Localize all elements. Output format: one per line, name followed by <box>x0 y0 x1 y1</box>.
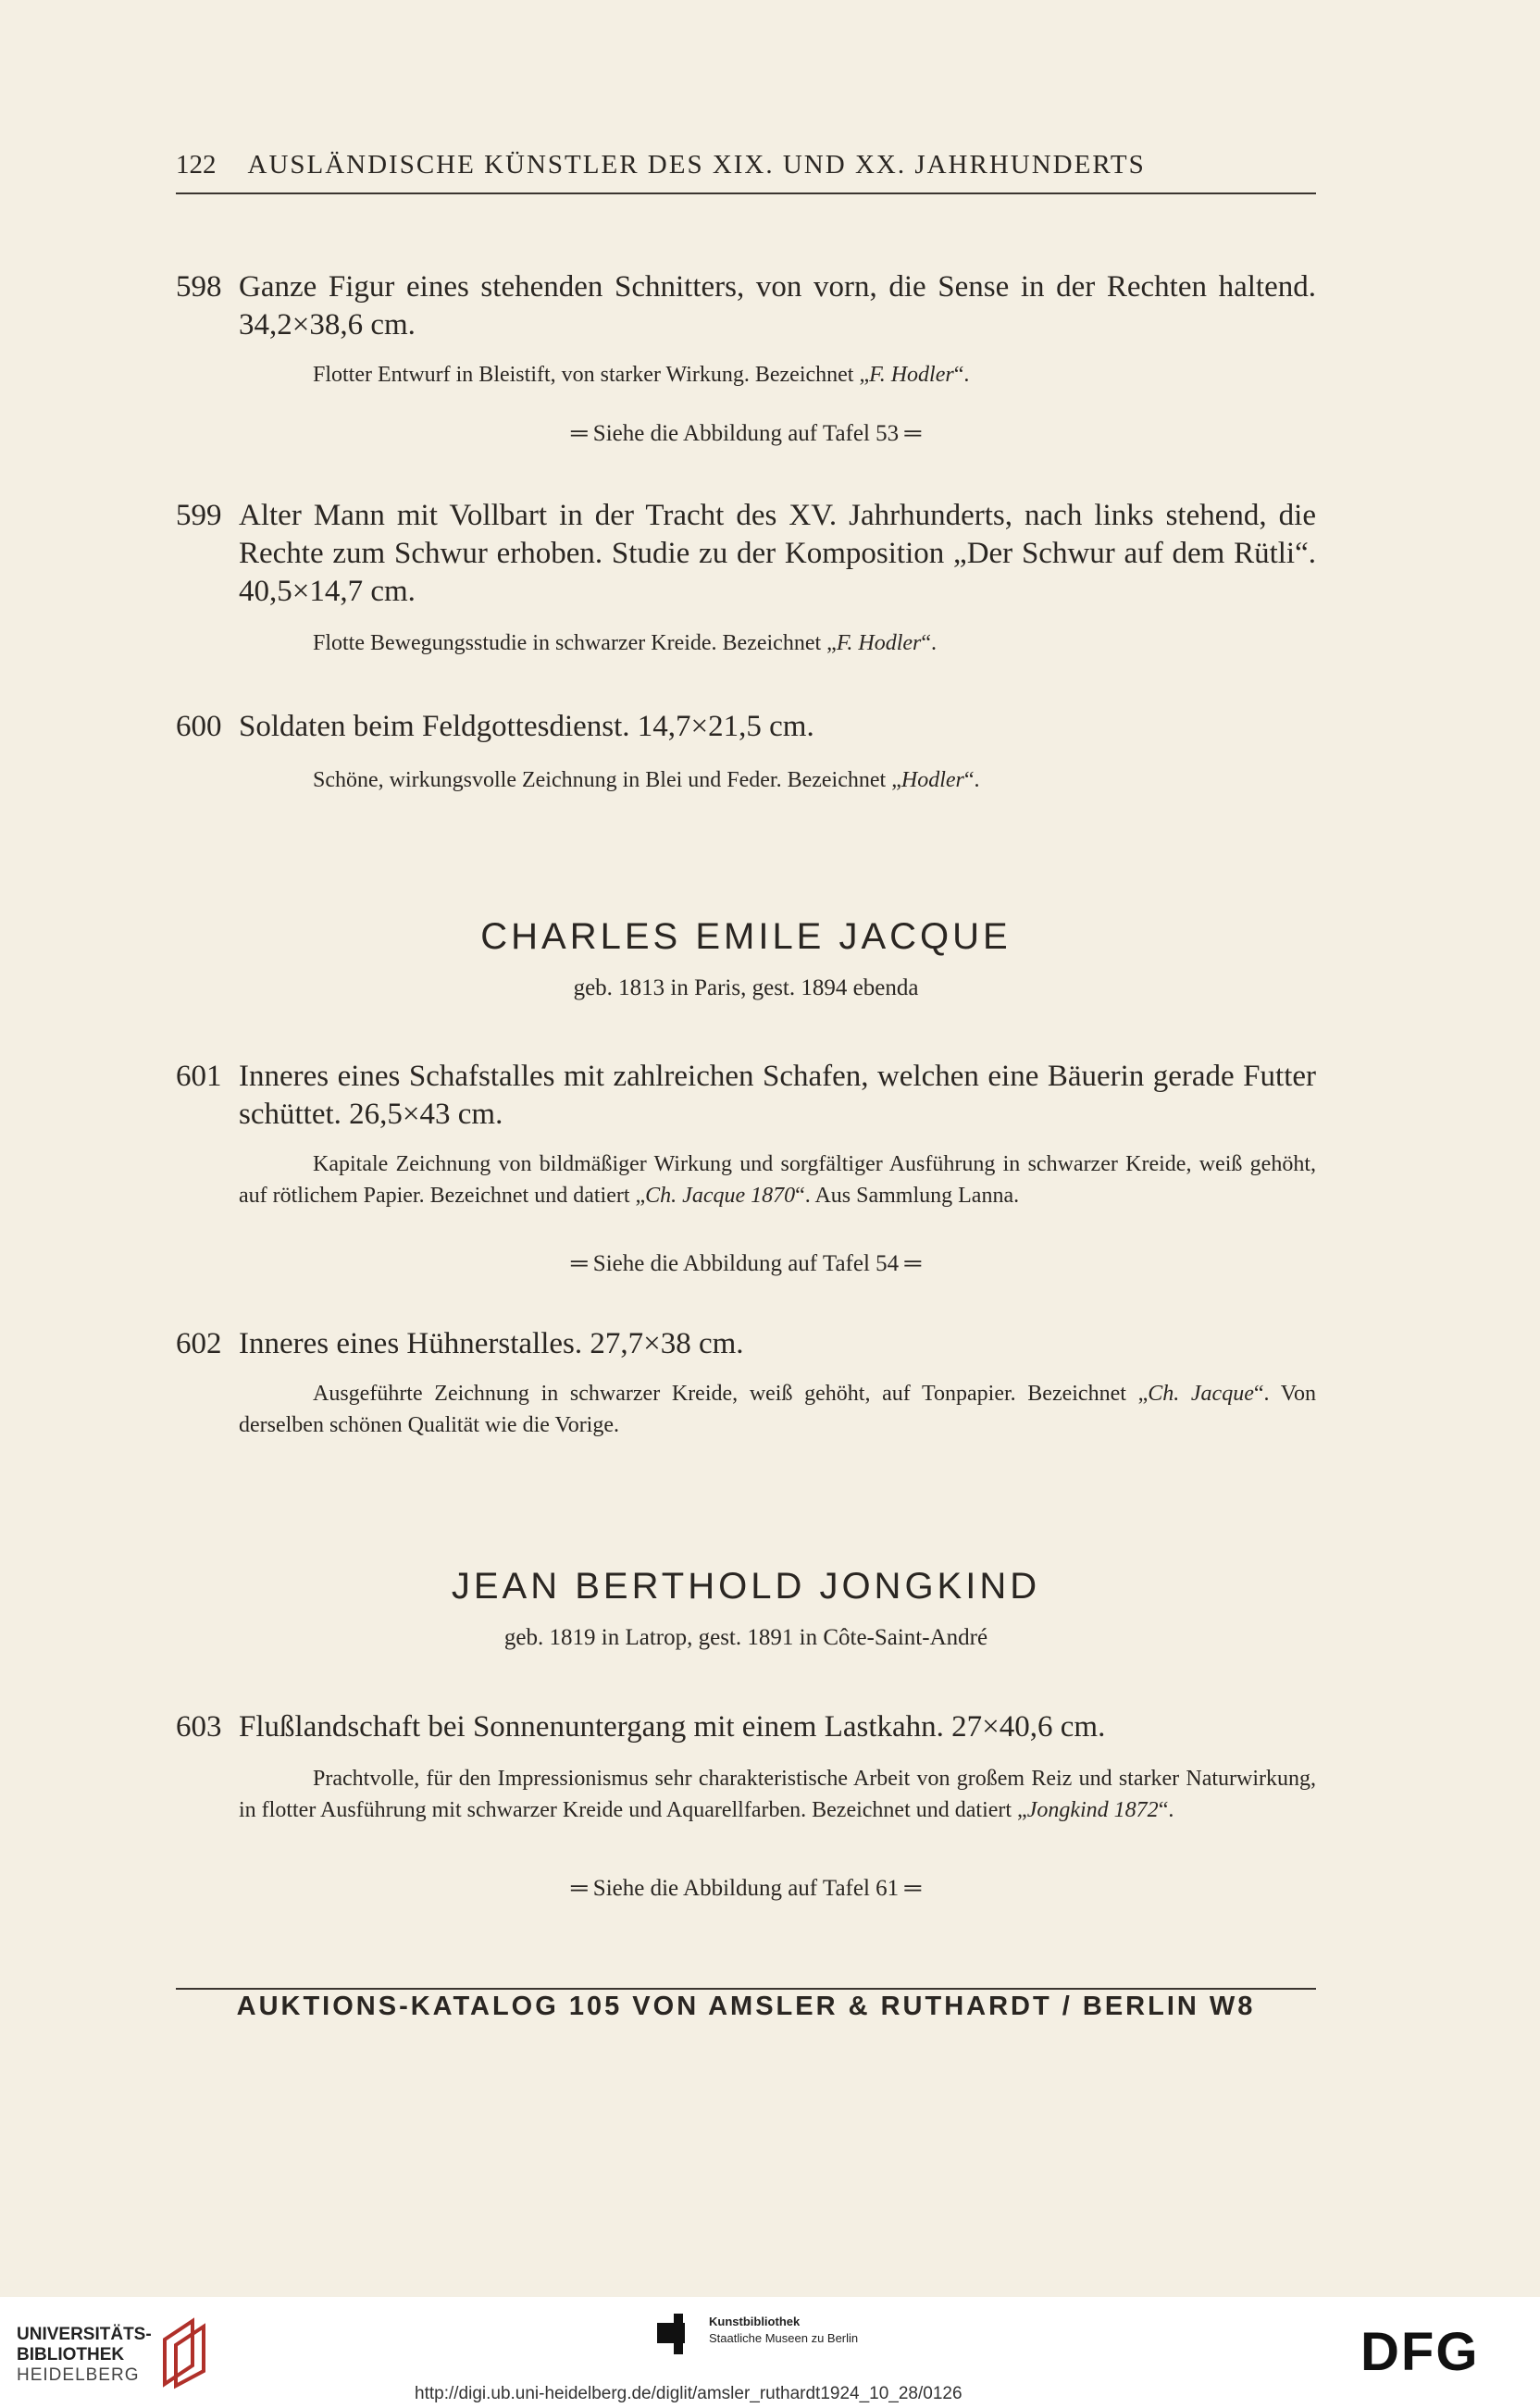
lot-600 <box>176 708 1316 796</box>
lot-number: 603 <box>176 1710 222 1744</box>
lot-description: Schöne, wirkungsvolle Zeichnung in Blei und Feder. Bezeichnet „Hodler“. <box>313 768 980 792</box>
artist-heading: JEAN BERTHOLD JONGKIND <box>451 1566 1041 1607</box>
page-number: 122 <box>176 150 217 180</box>
digitization-bar <box>0 2297 1540 2408</box>
catalog-footer: AUKTIONS-KATALOG 105 VON AMSLER & RUTHARDT / BERLIN W8 <box>236 1992 1256 2021</box>
header-rule <box>176 192 1316 194</box>
lot-601 <box>176 1058 1316 1211</box>
signature: F. Hodler <box>836 631 922 655</box>
lot-description: Prachtvolle, für den Impressionismus sehr charakteristische Arbeit von großem Reiz und starker Naturwirkung, in flotter Ausführung mit schwarzer Kreide und Aquarellfarben. Bezeichnet und datiert „Jongkind 1872“. <box>239 1767 1316 1822</box>
lot-number: 598 <box>176 270 222 304</box>
signature: F. Hodler <box>869 363 954 387</box>
lot-title: 602 Inneres eines Hühnerstalles. 27,7×38 cm. <box>176 1325 1316 1363</box>
lot-number: 600 <box>176 710 222 743</box>
signature: Hodler <box>900 768 964 792</box>
lot-602 <box>176 1325 1316 1441</box>
lot-598 <box>176 268 1316 391</box>
lot-description: Flotter Entwurf in Bleistift, von starker Wirkung. Bezeichnet „F. Hodler“. <box>313 363 970 387</box>
artist-heading: CHARLES EMILE JACQUE <box>480 916 1012 957</box>
lot-description: Ausgeführte Zeichnung in schwarzer Kreide, weiß gehöht, auf Tonpapier. Bezeichnet „Ch. Jacque“. Von derselben schönen Qualität wie die Vorige. <box>239 1382 1316 1437</box>
lot-title: 601 Inneres eines Schafstalles mit zahlreichen Schafen, welchen eine Bäuerin gerade Futter schüttet. 26,5×43 cm. <box>176 1060 1316 1131</box>
lot-number: 602 <box>176 1327 222 1360</box>
lot-title: 603 Flußlandschaft bei Sonnenuntergang mit einem Lastkahn. 27×40,6 cm. <box>176 1708 1316 1746</box>
source-url[interactable]: http://digi.ub.uni-heidelberg.de/diglit/amsler_ruthardt1924_10_28/0126 <box>415 2384 962 2403</box>
lot-number: 601 <box>176 1060 222 1093</box>
signature: Ch. Jacque <box>1148 1382 1254 1406</box>
plate-reference: ═ Siehe die Abbildung auf Tafel 53 ═ <box>570 421 922 446</box>
running-header <box>176 150 1314 180</box>
plate-reference: ═ Siehe die Abbildung auf Tafel 61 ═ <box>570 1876 922 1901</box>
lot-603 <box>176 1708 1316 1826</box>
artist-life-dates: geb. 1813 in Paris, gest. 1894 ebenda <box>573 975 919 1000</box>
university-library-name: UNIVERSITÄTS- BIBLIOTHEK HEIDELBERG <box>17 2325 152 2385</box>
university-library-logo-icon <box>155 2312 215 2389</box>
plate-reference: ═ Siehe die Abbildung auf Tafel 54 ═ <box>570 1251 922 1276</box>
signature: Ch. Jacque 1870 <box>645 1184 796 1208</box>
signature: Jongkind 1872 <box>1026 1798 1159 1822</box>
lot-title: 600 Soldaten beim Feldgottesdienst. 14,7×21,5 cm. <box>176 708 1316 746</box>
lot-description: Flotte Bewegungsstudie in schwarzer Kreide. Bezeichnet „F. Hodler“. <box>313 631 938 655</box>
kunstbibliothek-logo: Kunstbibliothek Staatliche Museen zu Berlin <box>657 2314 698 2359</box>
kunstbibliothek-icon <box>657 2314 698 2354</box>
footer-rule <box>176 1988 1316 1990</box>
lot-title: 599 Alter Mann mit Vollbart in der Tracht des XV. Jahrhunderts, nach links stehend, die Rechte zum Schwur erhoben. Studie zu der Komposition „Der Schwur auf dem Rütli“. 40,5×14,7 cm. <box>176 499 1316 608</box>
dfg-logo: DFG <box>1360 2322 1480 2382</box>
lot-number: 599 <box>176 499 222 532</box>
lot-description: Kapitale Zeichnung von bildmäßiger Wirkung und sorgfältiger Ausführung in schwarzer Kreide, weiß gehöht, auf rötlichem Papier. Bezeichnet und datiert „Ch. Jacque 1870“. Aus Sammlung Lanna. <box>239 1152 1316 1208</box>
artist-life-dates: geb. 1819 in Latrop, gest. 1891 in Côte-Saint-André <box>503 1625 988 1650</box>
lot-599 <box>176 497 1316 659</box>
running-title: AUSLÄNDISCHE KÜNSTLER DES XIX. UND XX. JAHRHUNDERTS <box>247 150 1146 180</box>
lot-title: 598 Ganze Figur eines stehenden Schnitters, von vorn, die Sense in der Rechten haltend. 34,2×38,6 cm. <box>176 270 1316 341</box>
